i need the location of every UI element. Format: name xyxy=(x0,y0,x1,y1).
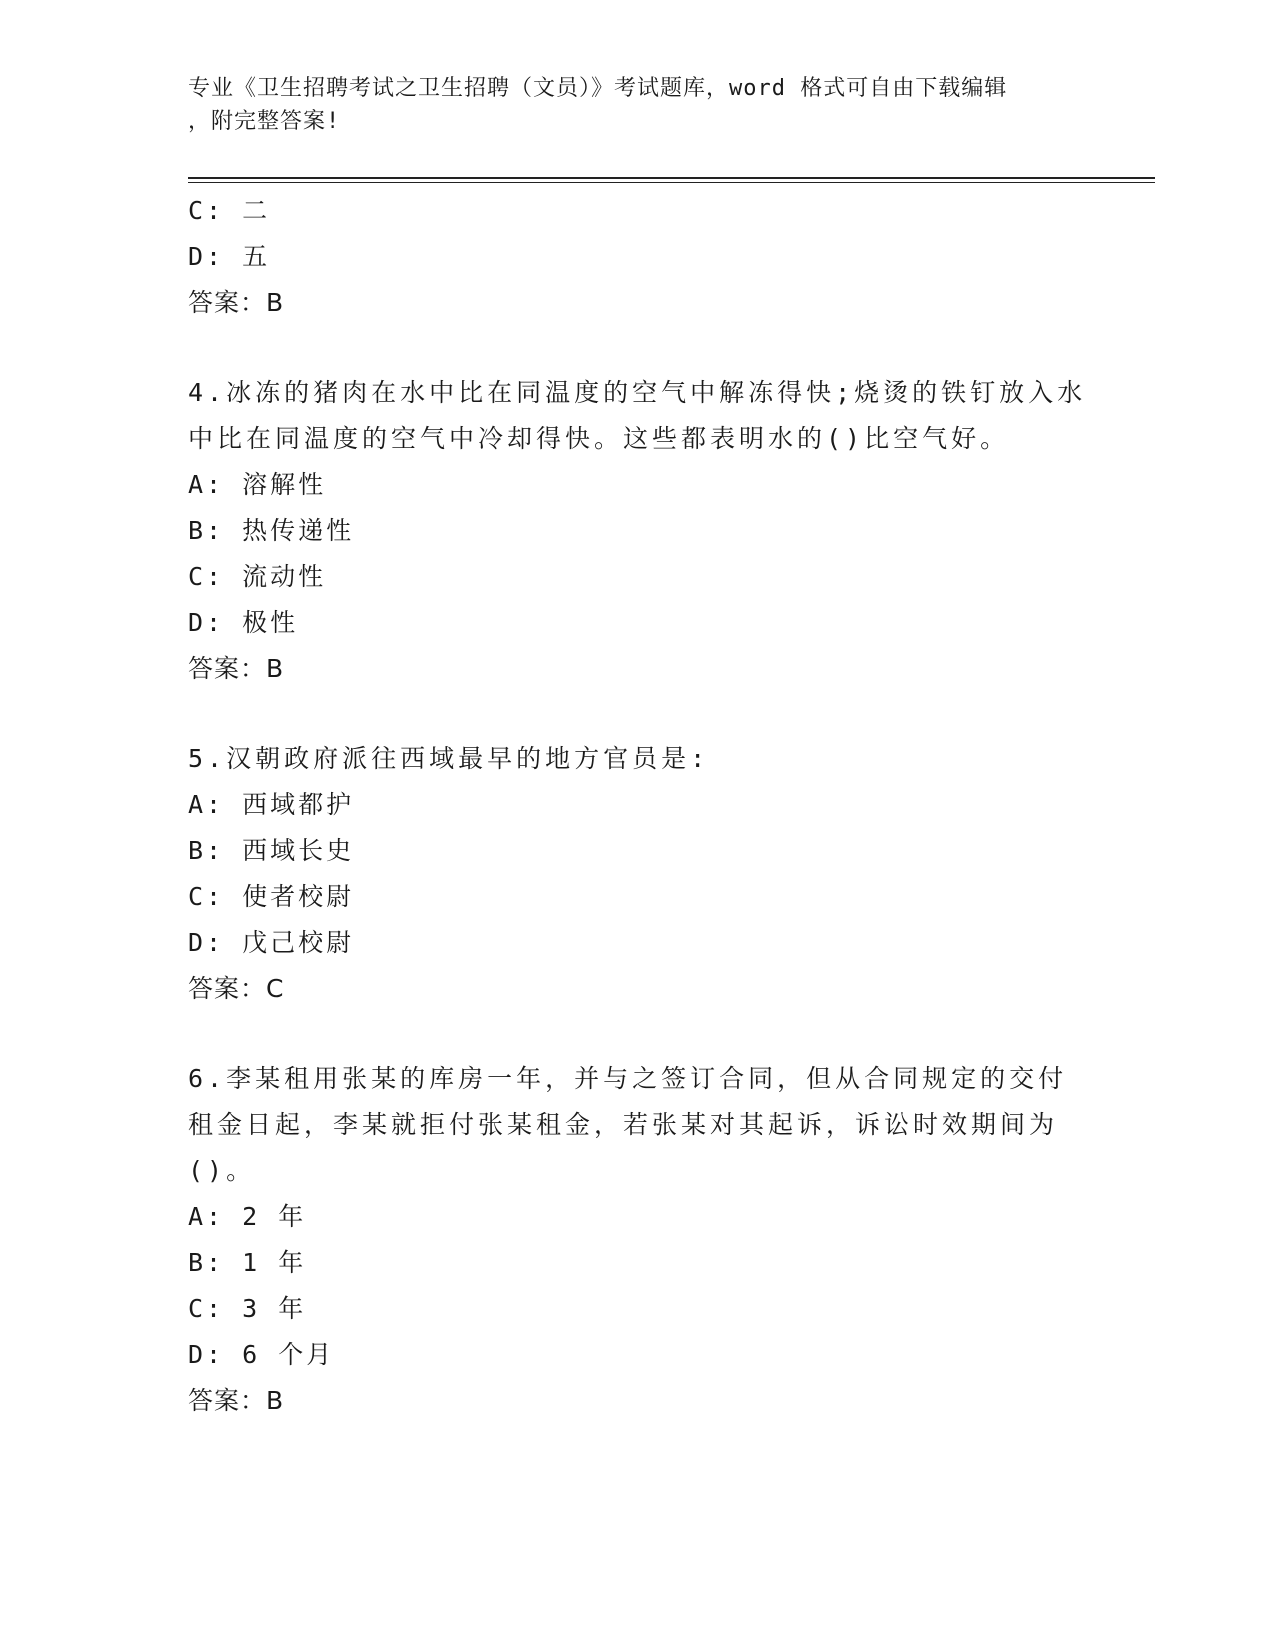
question-5 xyxy=(188,736,1088,1012)
option-b: B: 1 年 xyxy=(188,1248,307,1277)
question-stem-line: 4.冰冻的猪肉在水中比在同温度的空气中解冻得快;烧烫的铁钉放入水 xyxy=(188,378,1087,407)
option-d: D: 五 xyxy=(188,242,271,271)
option-d: D: 6 个月 xyxy=(188,1340,335,1369)
header-divider xyxy=(188,177,1155,179)
question-stem-line: 5.汉朝政府派往西域最早的地方官员是: xyxy=(188,744,710,773)
option-c: C: 3 年 xyxy=(188,1294,307,1323)
option-d: D: 戊己校尉 xyxy=(188,928,355,957)
header-line-1: 专业《卫生招聘考试之卫生招聘（文员）》考试题库，word 格式可自由下载编辑 xyxy=(188,76,1008,101)
question-stem-line: 中比在同温度的空气中冷却得快。这些都表明水的()比空气好。 xyxy=(188,424,1010,453)
option-a: A: 西域都护 xyxy=(188,790,355,819)
answer: 答案：B xyxy=(188,288,285,317)
option-c: C: 使者校尉 xyxy=(188,882,355,911)
option-b: B: 西域长史 xyxy=(188,836,355,865)
question-stem-line: 租金日起，李某就拒付张某租金，若张某对其起诉，诉讼时效期间为 xyxy=(188,1110,1059,1139)
question-stem-line: 6.李某租用张某的库房一年，并与之签订合同，但从合同规定的交付 xyxy=(188,1064,1068,1093)
option-c: C: 流动性 xyxy=(188,562,327,591)
question-3-tail xyxy=(188,188,1088,326)
question-6 xyxy=(188,1056,1088,1424)
option-a: A: 2 年 xyxy=(188,1202,307,1231)
question-stem-line: ()。 xyxy=(188,1156,256,1185)
option-a: A: 溶解性 xyxy=(188,470,327,499)
question-4 xyxy=(188,370,1088,692)
option-c: C: 二 xyxy=(188,196,271,225)
answer: 答案：B xyxy=(188,1386,285,1415)
answer: 答案：C xyxy=(188,974,285,1003)
header-divider-thin xyxy=(188,182,1155,183)
option-d: D: 极性 xyxy=(188,608,299,637)
page-header xyxy=(188,72,1068,138)
question-list xyxy=(188,188,1088,1424)
answer: 答案：B xyxy=(188,654,285,683)
option-b: B: 热传递性 xyxy=(188,516,355,545)
header-line-2: ，附完整答案! xyxy=(188,109,341,134)
